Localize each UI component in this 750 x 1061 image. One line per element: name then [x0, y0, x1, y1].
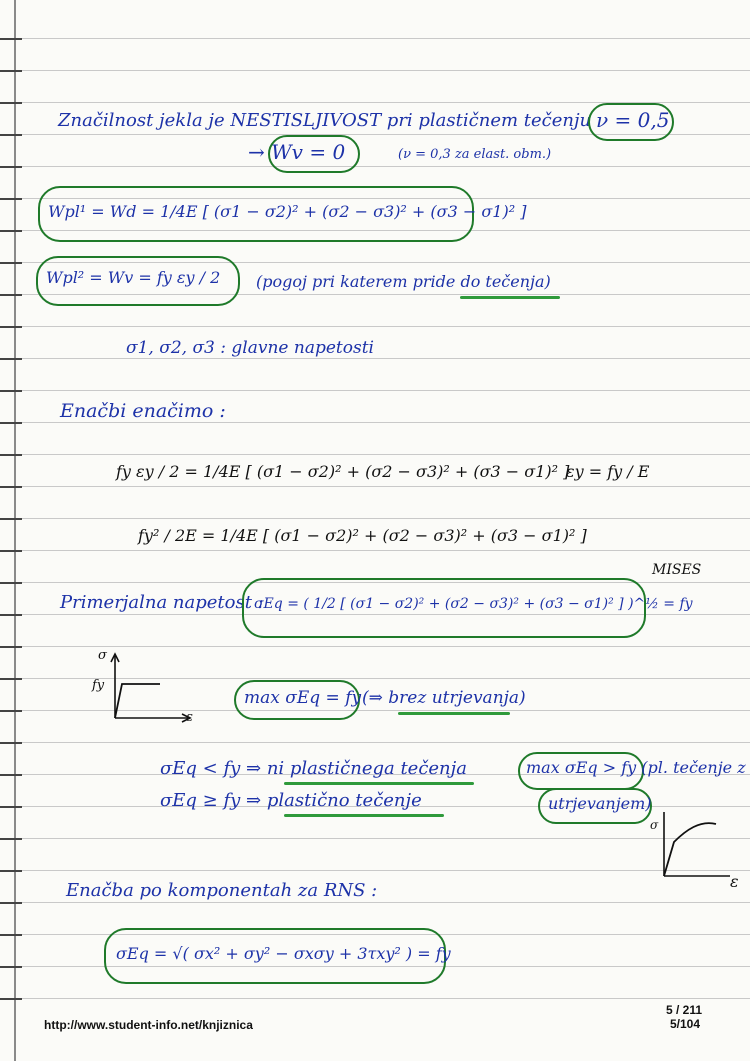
margin-tick [0, 262, 22, 264]
underline-tecenja [460, 296, 560, 299]
margin-tick [0, 390, 22, 392]
ruled-line [0, 998, 750, 999]
margin-tick [0, 998, 22, 1000]
margin-tick [0, 582, 22, 584]
margin-tick [0, 742, 22, 744]
ruled-line [0, 870, 750, 871]
ruled-line [0, 646, 750, 647]
margin-tick [0, 102, 22, 104]
graph2-x-label: ε [730, 872, 739, 891]
condition-hardening: max σEq > fy (pl. tečenje z [526, 758, 746, 777]
mises-equation: σEq = ( 1/2 [ (σ1 − σ2)² + (σ2 − σ3)² + (σ3 − σ1)² ] )^½ = fy [254, 596, 693, 612]
margin-tick [0, 230, 22, 232]
ruled-line [0, 70, 750, 71]
max-sigma-eq: max σEq = fy [244, 688, 362, 708]
mises-label: MISES [652, 562, 702, 578]
margin-tick [0, 70, 22, 72]
ruled-line [0, 902, 750, 903]
stress-strain-graph-hardening [650, 808, 740, 888]
graph2-curve [664, 823, 716, 876]
graph1-x-label: ε [186, 710, 193, 725]
heading-equate: Enačbi enačimo : [60, 400, 226, 422]
margin-tick [0, 326, 22, 328]
ruled-line [0, 166, 750, 167]
condition-plastic: σEq ≥ fy ⇒ plastično tečenje [160, 790, 422, 811]
margin-tick [0, 454, 22, 456]
graph1-arrowheads [111, 654, 190, 722]
margin-tick [0, 966, 22, 968]
ruled-line [0, 422, 750, 423]
ruled-line [0, 326, 750, 327]
line-nestisljivost: Značilnost jekla je NESTISLJIVOST pri plastičnem tečenju [58, 110, 592, 131]
margin-tick [0, 646, 22, 648]
ruled-line [0, 38, 750, 39]
margin-tick [0, 486, 22, 488]
graph1-curve [115, 684, 160, 718]
margin-tick [0, 902, 22, 904]
margin-tick [0, 806, 22, 808]
equation-4: fy² / 2E = 1/4E [ (σ1 − σ2)² + (σ2 − σ3)² + (σ3 − σ1)² ] [138, 526, 587, 545]
ruled-line [0, 486, 750, 487]
margin-tick [0, 710, 22, 712]
margin-tick [0, 614, 22, 616]
equation-wpl1: Wpl¹ = Wd = 1/4E [ (σ1 − σ2)² + (σ2 − σ3)² + (σ3 − σ1)² ] [48, 202, 527, 221]
wv-zero: → Wv = 0 [248, 140, 346, 164]
underline-ni-plasticnega [284, 782, 474, 785]
ruled-line [0, 550, 750, 551]
equation-wpl2: Wpl² = Wv = fy εy / 2 [46, 268, 221, 287]
graph1-y-label: σ [98, 648, 107, 663]
margin-tick [0, 422, 22, 424]
graph1-fy-label: fy [92, 678, 105, 693]
margin-tick [0, 166, 22, 168]
condition-hardening-cont: utrjevanjem) [548, 794, 652, 813]
graph1-axes [115, 656, 188, 718]
underline-plasticno [284, 814, 444, 817]
principal-stresses: σ1, σ2, σ3 : glavne napetosti [126, 338, 374, 358]
graph2-y-label: σ [650, 818, 659, 832]
condition-elastic: σEq < fy ⇒ ni plastičnega tečenja [160, 758, 467, 779]
margin-tick [0, 550, 22, 552]
margin-tick [0, 870, 22, 872]
margin-tick [0, 358, 22, 360]
nu-elastic-note: (ν = 0,3 za elast. obm.) [398, 147, 552, 162]
nu-value: ν = 0,5 [596, 108, 670, 132]
margin-tick [0, 134, 22, 136]
margin-tick [0, 678, 22, 680]
margin-tick [0, 294, 22, 296]
margin-tick [0, 198, 22, 200]
epsilon-y-def: εy = fy / E [566, 462, 650, 481]
margin-tick [0, 518, 22, 520]
comparison-stress-label: Primerjalna napetost : [60, 592, 264, 613]
margin-tick [0, 38, 22, 40]
ruled-line [0, 838, 750, 839]
ruled-line [0, 358, 750, 359]
page-number-section: 5/104 [670, 1017, 701, 1031]
equation-3: fy εy / 2 = 1/4E [ (σ1 − σ2)² + (σ2 − σ3)² + (σ3 − σ1)² ] [116, 462, 570, 481]
margin-tick [0, 934, 22, 936]
margin-tick [0, 838, 22, 840]
ruled-line [0, 390, 750, 391]
margin-tick [0, 774, 22, 776]
underline-brez-utrjevanja [398, 712, 510, 715]
ruled-line [0, 742, 750, 743]
yield-condition-note: (pogoj pri katerem pride do tečenja) [256, 272, 551, 291]
no-hardening-note: (⇒ brez utrjevanja) [362, 688, 526, 708]
ruled-line [0, 454, 750, 455]
ruled-line [0, 518, 750, 519]
footer-url[interactable]: http://www.student-info.net/knjiznica [44, 1018, 253, 1032]
rns-equation: σEq = √( σx² + σy² − σxσy + 3τxy² ) = fy [116, 944, 451, 963]
page-number-total: 5 / 211 [666, 1003, 703, 1017]
rns-heading: Enačba po komponentah za RNS : [66, 880, 378, 901]
